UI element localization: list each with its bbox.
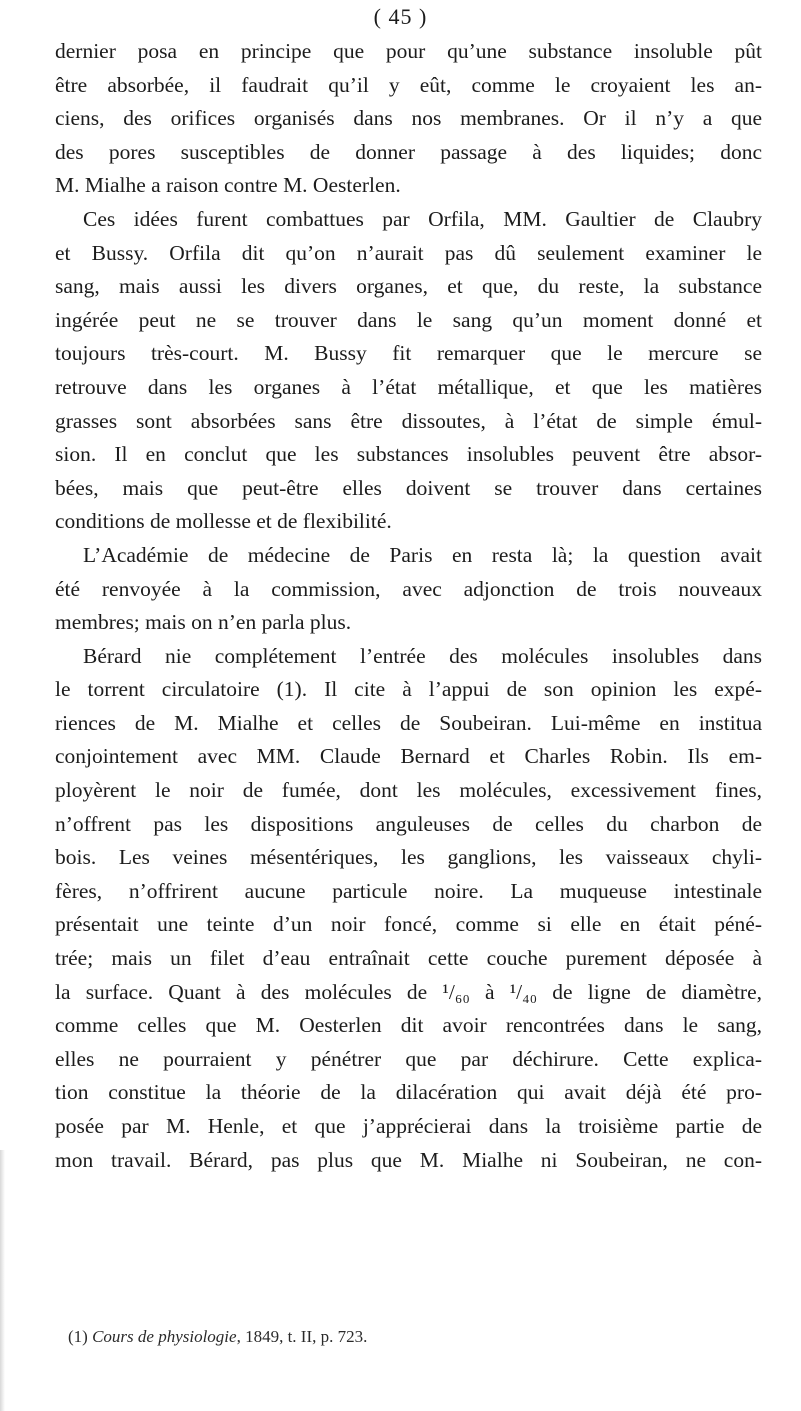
text-line: être absorbée, il faudrait qu’il y eût, comme le croyaient les an- bbox=[55, 72, 762, 97]
text-line: la surface. Quant à des molécules de ¹/₆₀ à ¹/₄₀ de ligne de diamètre, bbox=[55, 979, 762, 1004]
text-line: L’Académie de médecine de Paris en resta là; la question avait bbox=[83, 542, 762, 567]
text-line: riences de M. Mialhe et celles de Soubeiran. Lui-même en institua bbox=[55, 710, 762, 735]
text-line: dernier posa en principe que pour qu’une substance insoluble pût bbox=[55, 39, 762, 63]
text-line: ingérée peut ne se trouver dans le sang qu’un moment donné et bbox=[55, 307, 762, 332]
text-line: tion constitue la théorie de la dilacération qui avait déjà été pro- bbox=[55, 1080, 762, 1105]
text-line: et Bussy. Orfila dit qu’on n’aurait pas dû seulement examiner le bbox=[55, 240, 762, 265]
text-line: conjointement avec MM. Claude Bernard et Charles Robin. Ils em- bbox=[55, 744, 762, 769]
footnote-marker: (1) bbox=[68, 1327, 88, 1346]
text-line: M. Mialhe a raison contre M. Oesterlen. bbox=[55, 173, 401, 198]
footnote bbox=[68, 1326, 367, 1348]
text-line: fères, n’offrirent aucune particule noire. La muqueuse intestinale bbox=[55, 878, 762, 903]
text-line: présentait une teinte d’un noir foncé, comme si elle en était péné- bbox=[55, 912, 762, 937]
body-text bbox=[55, 35, 762, 1177]
text-line: conditions de mollesse et de flexibilité. bbox=[55, 509, 392, 534]
text-line: Bérard nie complétement l’entrée des molécules insolubles dans bbox=[83, 643, 762, 668]
text-line: été renvoyée à la commission, avec adjonction de trois nouveaux bbox=[55, 576, 762, 601]
text-line: sang, mais aussi les divers organes, et que, du reste, la substance bbox=[55, 274, 762, 299]
text-line: des pores susceptibles de donner passage à des liquides; donc bbox=[55, 139, 762, 164]
text-line: toujours très-court. M. Bussy fit remarquer que le mercure se bbox=[55, 341, 762, 366]
text-line: bois. Les veines mésentériques, les ganglions, les vaisseaux chyli- bbox=[55, 845, 762, 870]
text-line: grasses sont absorbées sans être dissoutes, à l’état de simple émul- bbox=[55, 408, 762, 433]
footnote-reference: , 1849, t. II, p. 723. bbox=[236, 1327, 368, 1346]
text-line: n’offrent pas les dispositions anguleuses de celles du charbon de bbox=[55, 811, 762, 836]
text-line: posée par M. Henle, et que j’apprécierai dans la troisième partie de bbox=[55, 1114, 762, 1138]
text-line: ployèrent le noir de fumée, dont les molécules, excessivement fines, bbox=[55, 778, 762, 803]
footnote-title: Cours de physiologie bbox=[92, 1327, 237, 1346]
text-line: le torrent circulatoire (1). Il cite à l’appui de son opinion les expé- bbox=[55, 677, 762, 702]
page-edge-shadow bbox=[0, 1150, 5, 1411]
text-line: ciens, des orifices organisés dans nos membranes. Or il n’y a que bbox=[55, 106, 762, 131]
text-line: comme celles que M. Oesterlen dit avoir rencontrées dans le sang, bbox=[55, 1013, 762, 1038]
text-line: trée; mais un filet d’eau entraînait cette couche purement déposée à bbox=[55, 946, 762, 971]
text-line: membres; mais on n’en parla plus. bbox=[55, 610, 352, 635]
text-line: retrouve dans les organes à l’état métallique, et que les matières bbox=[55, 374, 762, 399]
text-line: sion. Il en conclut que les substances insolubles peuvent être absor- bbox=[55, 442, 762, 467]
text-line: bées, mais que peut-être elles doivent se trouver dans certaines bbox=[55, 475, 762, 500]
text-line: mon travail. Bérard, pas plus que M. Mialhe ni Soubeiran, ne con- bbox=[55, 1147, 762, 1172]
text-line: Ces idées furent combattues par Orfila, MM. Gaultier de Claubry bbox=[83, 206, 762, 231]
text-line: elles ne pourraient y pénétrer que par déchirure. Cette explica- bbox=[55, 1046, 762, 1071]
page-number: ( 45 ) bbox=[373, 4, 428, 29]
